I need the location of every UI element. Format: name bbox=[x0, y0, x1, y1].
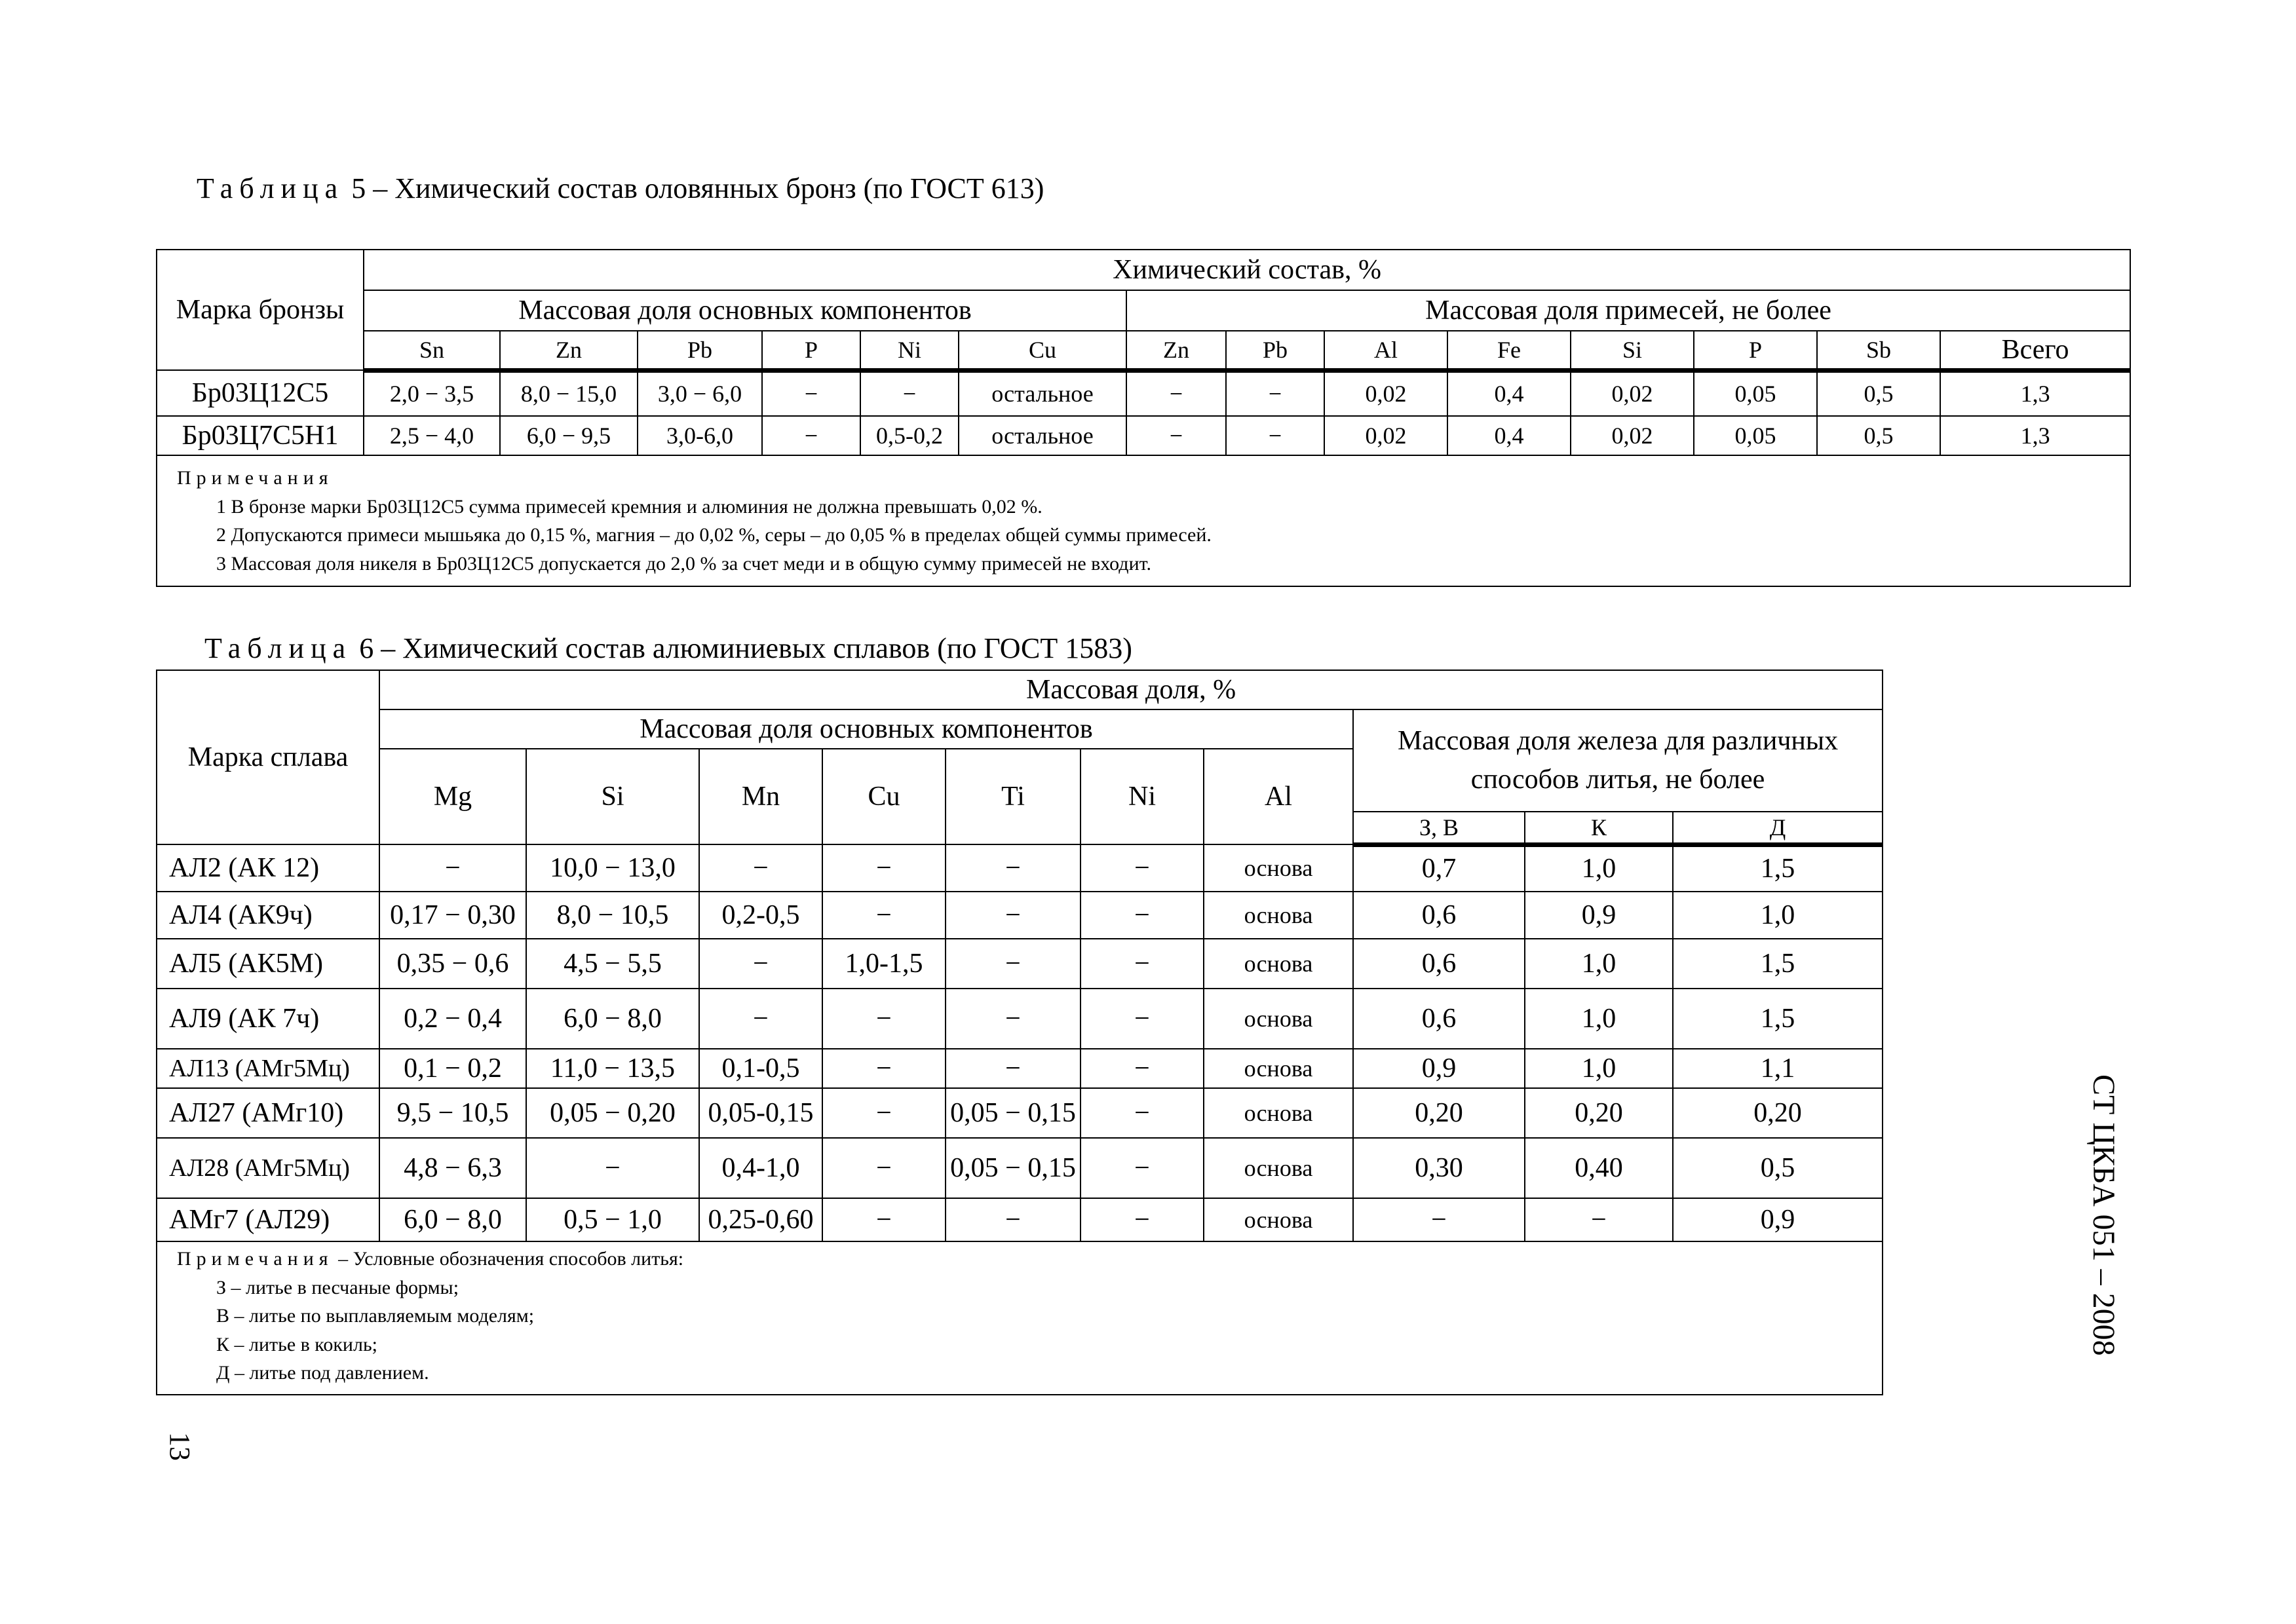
table6-notes bbox=[157, 1241, 1883, 1395]
table6-caption-word: Таблица bbox=[204, 632, 353, 664]
table6-cell: 1,0 bbox=[1525, 844, 1673, 892]
table6-col-main: Al bbox=[1204, 749, 1353, 844]
table6-cell: − bbox=[699, 939, 822, 989]
table5-cell: 0,02 bbox=[1571, 416, 1694, 455]
table6-cell: 0,17 − 0,30 bbox=[379, 892, 526, 939]
table6-cell: основа bbox=[1204, 939, 1353, 989]
table5-cell: 6,0 − 9,5 bbox=[500, 416, 638, 455]
table5-note: 1 В бронзе марки Бр03Ц12С5 сумма примесей кремния и алюминия не должна превышать 0,02 %. bbox=[216, 495, 1043, 518]
table5-cell-grade: Бр03Ц7С5Н1 bbox=[157, 416, 364, 455]
table6-cell: 1,5 bbox=[1673, 844, 1883, 892]
table6-cell: 8,0 − 10,5 bbox=[526, 892, 699, 939]
table6-cell: − bbox=[822, 1198, 946, 1241]
table6-cell: 0,20 bbox=[1353, 1088, 1525, 1138]
table5-col-main: Pb bbox=[638, 331, 762, 370]
table6-col-main: Mg bbox=[379, 749, 526, 844]
table-row bbox=[157, 416, 2130, 455]
table5-cell: − bbox=[860, 370, 959, 416]
table5-cell: − bbox=[1226, 416, 1324, 455]
table6-cell: 0,5 − 1,0 bbox=[526, 1198, 699, 1241]
table5-col-main: P bbox=[762, 331, 860, 370]
table5-notes-title: Примечания bbox=[177, 467, 334, 489]
table6-cell: 0,5 bbox=[1673, 1138, 1883, 1198]
table5-cell: остальное bbox=[959, 416, 1126, 455]
table6-header-mass: Массовая доля, % bbox=[379, 670, 1883, 709]
table6-cell: − bbox=[946, 844, 1081, 892]
table5-col-main: Ni bbox=[860, 331, 959, 370]
table5-cell: 0,02 bbox=[1571, 370, 1694, 416]
table6-cell: 11,0 − 13,5 bbox=[526, 1049, 699, 1088]
table5-col-impurity: Al bbox=[1324, 331, 1447, 370]
table6-cell: − bbox=[1081, 892, 1204, 939]
table6-cell: основа bbox=[1204, 844, 1353, 892]
table6-cell: 0,20 bbox=[1525, 1088, 1673, 1138]
table6-cell: − bbox=[1081, 1198, 1204, 1241]
table6-cell: 0,05-0,15 bbox=[699, 1088, 822, 1138]
table6-cell-grade: АЛ9 (АК 7ч) bbox=[157, 989, 379, 1049]
table5-cell: 0,5-0,2 bbox=[860, 416, 959, 455]
table5-caption bbox=[197, 172, 1044, 205]
table5-header-impurities: Массовая доля примесей, не более bbox=[1126, 290, 2130, 331]
table6-cell-grade: АЛ2 (АК 12) bbox=[157, 844, 379, 892]
table5-cell: 0,02 bbox=[1324, 370, 1447, 416]
table5-cell: 0,02 bbox=[1324, 416, 1447, 455]
table5-cell-grade: Бр03Ц12С5 bbox=[157, 370, 364, 416]
table6-cell: 4,5 − 5,5 bbox=[526, 939, 699, 989]
table6-cell: 1,5 bbox=[1673, 989, 1883, 1049]
table6-cell: основа bbox=[1204, 989, 1353, 1049]
table6-notes-intro: – Условные обозначения способов литья: bbox=[338, 1248, 684, 1270]
table5-cell: остальное bbox=[959, 370, 1126, 416]
table6-cell: 0,2-0,5 bbox=[699, 892, 822, 939]
table5-col-impurity: Si bbox=[1571, 331, 1694, 370]
table5-col-impurity: Fe bbox=[1447, 331, 1571, 370]
table6-cell: 0,2 − 0,4 bbox=[379, 989, 526, 1049]
table5-cell: 0,05 bbox=[1694, 416, 1817, 455]
table-row bbox=[157, 892, 1883, 939]
table6-cell: 1,1 bbox=[1673, 1049, 1883, 1088]
table6-caption bbox=[204, 632, 1132, 665]
table5 bbox=[156, 249, 2131, 587]
table5-notes bbox=[157, 455, 2130, 586]
table6-cell-grade: АЛ4 (АК9ч) bbox=[157, 892, 379, 939]
table6-col-main: Si bbox=[526, 749, 699, 844]
table6-cell: − bbox=[822, 892, 946, 939]
table6-cell: основа bbox=[1204, 1049, 1353, 1088]
table5-col-impurity: Pb bbox=[1226, 331, 1324, 370]
table5-col-impurity: Zn bbox=[1126, 331, 1226, 370]
table5-cell: 2,0 − 3,5 bbox=[364, 370, 500, 416]
table6-caption-text: 6 – Химический состав алюминиевых сплавов (по ГОСТ 1583) bbox=[359, 632, 1132, 664]
table6-note: В – литье по выплавляемым моделям; bbox=[216, 1305, 535, 1327]
table6-cell: 6,0 − 8,0 bbox=[379, 1198, 526, 1241]
table6-cell: 0,30 bbox=[1353, 1138, 1525, 1198]
table5-col-main: Zn bbox=[500, 331, 638, 370]
table5-note: 3 Массовая доля никеля в Бр03Ц12С5 допускается до 2,0 % за счет меди и в общую сумму примесей не входит. bbox=[216, 552, 1151, 575]
table-row bbox=[157, 939, 1883, 989]
table6-col-main: Ti bbox=[946, 749, 1081, 844]
table6-header-grade: Марка сплава bbox=[157, 670, 379, 844]
table6-cell: − bbox=[699, 989, 822, 1049]
table5-cell: − bbox=[1126, 416, 1226, 455]
table6-cell: 0,05 − 0,15 bbox=[946, 1138, 1081, 1198]
table6-cell: − bbox=[1525, 1198, 1673, 1241]
table6-cell: 1,0 bbox=[1525, 989, 1673, 1049]
table6-cell: 0,6 bbox=[1353, 892, 1525, 939]
table6-cell: − bbox=[1081, 844, 1204, 892]
table6-cell: − bbox=[822, 1088, 946, 1138]
table6-cell: 0,6 bbox=[1353, 989, 1525, 1049]
table6-cell: − bbox=[822, 844, 946, 892]
table6-cell: − bbox=[699, 844, 822, 892]
table6-notes-title: Примечания bbox=[177, 1248, 334, 1270]
table6-note: К – литье в кокиль; bbox=[216, 1333, 377, 1355]
table6-cell: 1,0-1,5 bbox=[822, 939, 946, 989]
table6-col-main: Ni bbox=[1081, 749, 1204, 844]
table6-cell: 0,9 bbox=[1353, 1049, 1525, 1088]
table6-cell: − bbox=[946, 989, 1081, 1049]
table6-cell: 6,0 − 8,0 bbox=[526, 989, 699, 1049]
table6-cell: − bbox=[1081, 1138, 1204, 1198]
table6-cell: 0,05 − 0,20 bbox=[526, 1088, 699, 1138]
table6-col-main: Mn bbox=[699, 749, 822, 844]
table6-cell: − bbox=[822, 989, 946, 1049]
table6-cell: − bbox=[1081, 939, 1204, 989]
table5-cell: − bbox=[762, 370, 860, 416]
table5-cell: 3,0-6,0 bbox=[638, 416, 762, 455]
table6-cell: − bbox=[822, 1138, 946, 1198]
table5-col-impurity: P bbox=[1694, 331, 1817, 370]
table5-header-chem: Химический состав, % bbox=[364, 250, 2130, 290]
table5-cell: 3,0 − 6,0 bbox=[638, 370, 762, 416]
table6-col-main: Cu bbox=[822, 749, 946, 844]
table6-header-main: Массовая доля основных компонентов bbox=[379, 709, 1353, 749]
table5-cell: − bbox=[1126, 370, 1226, 416]
table6-cell-grade: АЛ13 (АМг5Мц) bbox=[157, 1049, 379, 1088]
table6-cell: 9,5 − 10,5 bbox=[379, 1088, 526, 1138]
table6-cell: − bbox=[1081, 1049, 1204, 1088]
table5-col-total: Всего bbox=[1940, 331, 2130, 370]
table6-cell: 0,9 bbox=[1673, 1198, 1883, 1241]
table6-cell: − bbox=[379, 844, 526, 892]
table6-cell: 1,0 bbox=[1673, 892, 1883, 939]
table6-cell: − bbox=[946, 939, 1081, 989]
table6-cell: 0,9 bbox=[1525, 892, 1673, 939]
table5-cell: 0,5 bbox=[1817, 370, 1940, 416]
table6-cell: − bbox=[1081, 989, 1204, 1049]
table5-cell: 1,3 bbox=[1940, 416, 2130, 455]
table6-cell: 1,5 bbox=[1673, 939, 1883, 989]
table6-cell: основа bbox=[1204, 1088, 1353, 1138]
table6-cell: 10,0 − 13,0 bbox=[526, 844, 699, 892]
table-row bbox=[157, 989, 1883, 1049]
table5-note: 2 Допускаются примеси мышьяка до 0,15 %, магния – до 0,02 %, серы – до 0,05 % в пределах общей суммы примесей. bbox=[216, 524, 1212, 546]
table5-caption-text: 5 – Химический состав оловянных бронз (по ГОСТ 613) bbox=[351, 172, 1044, 204]
table5-col-impurity: Sb bbox=[1817, 331, 1940, 370]
table5-col-main: Sn bbox=[364, 331, 500, 370]
table6-note: З – литье в песчаные формы; bbox=[216, 1276, 459, 1298]
table6-cell-grade: АМг7 (АЛ29) bbox=[157, 1198, 379, 1241]
table6-cell: 0,7 bbox=[1353, 844, 1525, 892]
table6-cell: основа bbox=[1204, 892, 1353, 939]
table6-cell: 0,40 bbox=[1525, 1138, 1673, 1198]
table-row bbox=[157, 1088, 1883, 1138]
table6-cell: основа bbox=[1204, 1138, 1353, 1198]
table5-cell: 0,5 bbox=[1817, 416, 1940, 455]
table6-cell: 0,35 − 0,6 bbox=[379, 939, 526, 989]
table5-cell: − bbox=[1226, 370, 1324, 416]
table6 bbox=[156, 670, 1883, 1395]
table6-note: Д – литье под давлением. bbox=[216, 1362, 429, 1384]
table6-col-iron: З, В bbox=[1353, 812, 1525, 844]
table6-cell: − bbox=[1353, 1198, 1525, 1241]
table6-col-iron: Д bbox=[1673, 812, 1883, 844]
table6-cell: 0,25-0,60 bbox=[699, 1198, 822, 1241]
page-number: 13 bbox=[164, 1432, 196, 1461]
table5-col-main: Cu bbox=[959, 331, 1126, 370]
table6-cell: 0,1 − 0,2 bbox=[379, 1049, 526, 1088]
table5-cell: 0,4 bbox=[1447, 370, 1571, 416]
table6-cell: 0,4-1,0 bbox=[699, 1138, 822, 1198]
table6-cell: − bbox=[1081, 1088, 1204, 1138]
table6-cell: 0,20 bbox=[1673, 1088, 1883, 1138]
table-row bbox=[157, 1049, 1883, 1088]
table6-cell-grade: АЛ28 (АМг5Мц) bbox=[157, 1138, 379, 1198]
table-row bbox=[157, 370, 2130, 416]
table-row bbox=[157, 844, 1883, 892]
table5-cell: 0,05 bbox=[1694, 370, 1817, 416]
table5-cell: 1,3 bbox=[1940, 370, 2130, 416]
table6-cell: 0,1-0,5 bbox=[699, 1049, 822, 1088]
table6-cell: − bbox=[526, 1138, 699, 1198]
table-row bbox=[157, 1138, 1883, 1198]
table6-cell: − bbox=[946, 1049, 1081, 1088]
table-row bbox=[157, 1198, 1883, 1241]
table5-header-grade: Марка бронзы bbox=[157, 250, 364, 370]
table5-header-main: Массовая доля основных компонентов bbox=[364, 290, 1126, 331]
table6-col-iron: К bbox=[1525, 812, 1673, 844]
table6-cell: 4,8 − 6,3 bbox=[379, 1138, 526, 1198]
table6-cell: − bbox=[822, 1049, 946, 1088]
table6-cell: основа bbox=[1204, 1198, 1353, 1241]
table5-cell: − bbox=[762, 416, 860, 455]
table6-header-iron: Массовая доля железа для различных способов литья, не более bbox=[1353, 709, 1883, 812]
table6-cell: 1,0 bbox=[1525, 1049, 1673, 1088]
table5-cell: 2,5 − 4,0 bbox=[364, 416, 500, 455]
document-code: СТ ЦКБА 051 – 2008 bbox=[2086, 1074, 2121, 1356]
table5-cell: 0,4 bbox=[1447, 416, 1571, 455]
table6-cell-grade: АЛ27 (АМг10) bbox=[157, 1088, 379, 1138]
table5-cell: 8,0 − 15,0 bbox=[500, 370, 638, 416]
table6-cell: 0,6 bbox=[1353, 939, 1525, 989]
table6-cell: 0,05 − 0,15 bbox=[946, 1088, 1081, 1138]
table5-caption-word: Таблица bbox=[197, 172, 345, 204]
table6-cell: − bbox=[946, 1198, 1081, 1241]
table6-cell: − bbox=[946, 892, 1081, 939]
table6-cell-grade: АЛ5 (АК5М) bbox=[157, 939, 379, 989]
table6-cell: 1,0 bbox=[1525, 939, 1673, 989]
